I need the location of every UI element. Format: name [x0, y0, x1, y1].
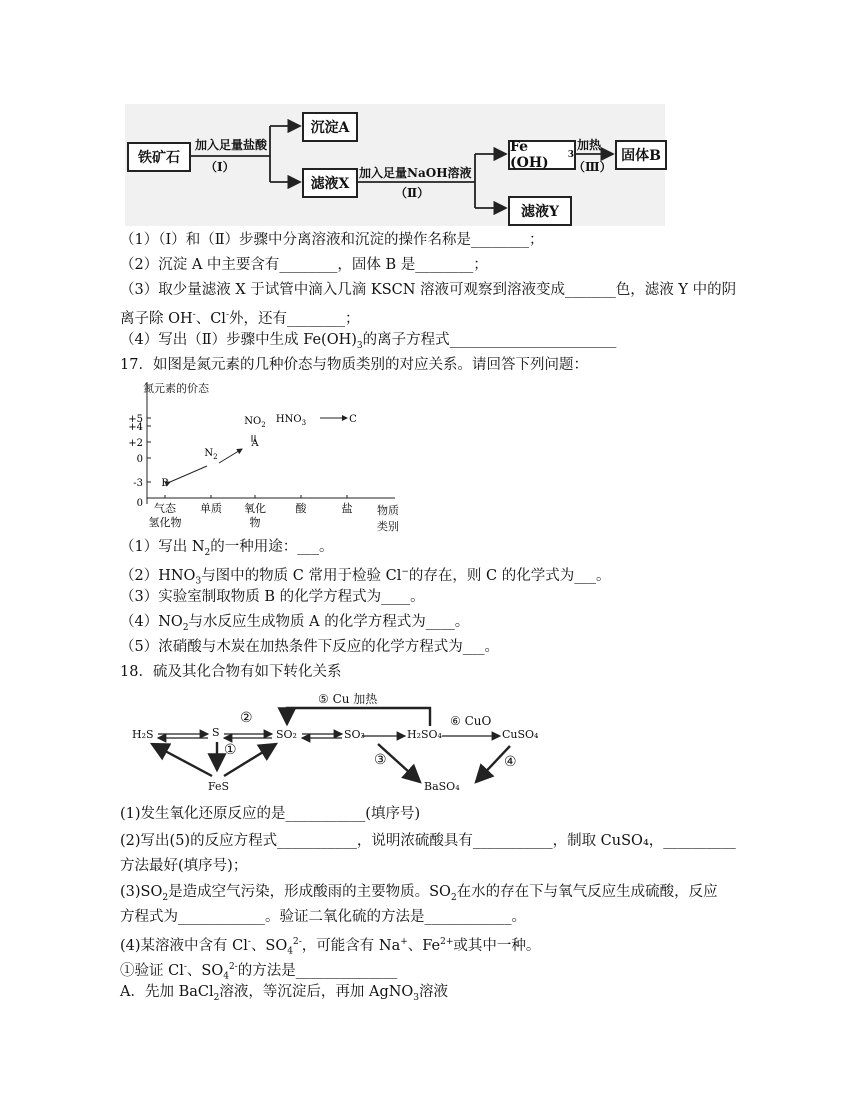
node-s: S [212, 726, 220, 739]
point-label-a: A [251, 438, 259, 449]
step3-number: （Ⅲ） [573, 160, 612, 174]
q16-line-5a: （4）写出（Ⅱ）步骤中生成 Fe(OH) [120, 332, 357, 348]
q18-line-5: 方程式为____________。验证二氧化硫的方法是____________。 [120, 909, 526, 925]
sulfur-conversion-diagram [130, 688, 550, 800]
q17-line-2b: 与图中的物质 C 常用于检验 Cl [201, 567, 402, 584]
y-tick-label: +5 [128, 414, 143, 425]
iron-ore-flowchart [125, 104, 665, 226]
q17-line-2c: 的存在，则 C 的化学式为___。 [408, 567, 611, 584]
solid-b-box: 固体B [615, 140, 667, 170]
q17-line-5: （5）浓硝酸与木炭在加热条件下反应的化学方程式为___。 [120, 639, 499, 655]
q17-line-4b: 与水反应生成物质 A 的化学方程式为____。 [188, 614, 470, 630]
q16-line-4b: 、Cl [195, 310, 226, 327]
point-label-hno3: $HNO_3$ [275, 414, 307, 427]
feoh3-box: Fe (OH) 3 [510, 139, 574, 171]
reaction-1-label: ① [224, 742, 237, 758]
q18-line-4a: (3)SO [120, 884, 163, 900]
q18-line-8c: 溶液 [419, 984, 449, 1000]
filtrate-y-box: 滤液Y [508, 196, 572, 226]
point-label-no2: $NO_2$ [244, 416, 266, 429]
y-tick-label: +2 [128, 438, 143, 449]
q18-line-6: (4)某溶液中含有 Cl-、$SO_4^{2-}$，可能含有 Na+、$Fe^{2+}$或其中一种。 [120, 937, 541, 957]
point-label-b: B [161, 478, 169, 489]
q18-line-6e: 或其中一种。 [453, 937, 541, 954]
q17-line-1a: （1）写出 N [120, 539, 205, 555]
q18-line-7c: 的方法是______________ [237, 962, 398, 979]
q17-line-4: $(4)NO_2$与水反应生成物质 A 的化学方程式为____。 [120, 614, 470, 633]
y-tick-label: 0 [136, 454, 143, 465]
q18-line-7b: 、SO [186, 962, 224, 979]
y-tick-label: -3 [133, 478, 143, 489]
q16-line-4a: 离子除 OH [120, 310, 193, 327]
step1-label: 加入足量盐酸 [195, 138, 268, 152]
node-fes: FeS [208, 780, 230, 793]
q16-line-2: （2）沉淀 A 中主要含有________，固体 B 是________； [120, 257, 488, 273]
origin-label: 0 [136, 498, 143, 509]
q18-title: 18．硫及其化合物有如下转化关系 [120, 664, 342, 680]
step1-number: （Ⅰ） [205, 160, 235, 174]
node-h2so4: H₂SO₄ [407, 728, 442, 741]
q17-line-2a: （2）HNO [120, 567, 196, 584]
q17-line-1b: 的一种用途：___。 [210, 539, 334, 555]
q18-line-6d: 、Fe [407, 937, 441, 954]
x-category-label: 氢化物 [148, 516, 182, 529]
q18-line-6a: (4)某溶液中含有 Cl [120, 937, 248, 954]
q17-title: 17．如图是氮元素的几种价态与物质类别的对应关系。请回答下列问题： [120, 357, 588, 373]
q18-line-7: ①验证 Cl-、$SO_4^{2-}$的方法是______________ [120, 962, 398, 982]
node-cuso4: CuSO₄ [502, 728, 539, 741]
chart-x-label-2: 类别 [377, 520, 399, 533]
q17-line-3: （3）实验室制取物质 B 的化学方程式为____。 [120, 589, 425, 605]
q16-line-4: 离子除 OH-、Cl-外，还有________； [120, 310, 360, 327]
reaction-5-label: ⑤ Cu 加热 [318, 692, 378, 706]
y-tick-label: +4 [128, 422, 143, 433]
chart-y-label: 氮元素的价态 [143, 382, 209, 395]
reaction-3-label: ③ [374, 752, 387, 768]
q17-line-2: $(2)HNO_3$与图中的物质 C 常用于检验 Cl−的存在，则 C 的化学式为___。 [120, 567, 611, 587]
q18-line-7a: ①验证 Cl [120, 962, 184, 979]
q18-line-2: (2)写出(5)的反应方程式___________，说明浓硫酸具有___________，制取 CuSO₄，__________ [120, 833, 736, 849]
q16-line-1: （1）（Ⅰ）和（Ⅱ）步骤中分离溶液和沉淀的操作名称是________； [120, 232, 544, 248]
chart-x-label-1: 物质 [377, 504, 399, 517]
node-so2: SO₂ [276, 728, 297, 741]
node-so3: SO₃ [344, 728, 365, 741]
q17-line-1: （1）写出 $N_2$的一种用途：___。 [120, 539, 334, 558]
reaction-4-label: ④ [504, 754, 517, 770]
x-category-label: 气态 [154, 502, 176, 515]
q16-line-5b: 的离子方程式_______________________ [362, 332, 617, 348]
q18-line-6c: ，可能含有 Na [301, 937, 401, 954]
point-label-c: C [349, 414, 357, 425]
x-category-label: 物 [249, 516, 261, 529]
x-category-label: 酸 [295, 502, 307, 515]
q18-line-4b: 是造成空气污染，形成酸雨的主要物质。SO [168, 884, 451, 900]
filtrate-x-box: 滤液X [302, 168, 358, 198]
heat-label: 加热 [577, 138, 602, 152]
point-label-n2: $N_2$ [204, 448, 218, 461]
node-h2s: H₂S [132, 728, 154, 741]
nitrogen-valence-chart [125, 378, 425, 534]
x-category-label: 盐 [341, 502, 353, 515]
node-baso4: BaSO₄ [424, 780, 460, 793]
q18-line-4: $(3)SO_2$是造成空气污染，形成酸雨的主要物质。$SO_2$在水的存在下与氧气反应生成硫酸，反应 [120, 884, 718, 903]
x-category-label: 氧化 [244, 502, 266, 515]
reaction-2-label: ② [240, 710, 253, 726]
q18-line-8a: A．先加 BaCl [120, 984, 214, 1000]
q16-line-3: （3）取少量滤液 X 于试管中滴入几滴 KSCN 溶液可观察到溶液变成_______色，滤液 Y 中的阴 [120, 282, 737, 298]
q17-line-4a: （4）NO [120, 614, 183, 630]
q18-line-4c: 在水的存在下与氧气反应生成硫酸，反应 [456, 884, 718, 900]
q18-line-1: (1)发生氧化还原反应的是___________(填序号) [120, 806, 421, 822]
step2-number: （Ⅱ） [395, 186, 430, 200]
iron-ore-box: 铁矿石 [127, 142, 191, 172]
q16-line-5: （4）写出（Ⅱ）步骤中生成 $Fe(OH)_3$的离子方程式_______________________ [120, 332, 617, 351]
precipitate-a-box: 沉淀A [302, 112, 358, 142]
q18-line-8b: 溶液，等沉淀后，再加 AgNO [219, 984, 414, 1000]
q18-line-8: A．先加 BaCl$_2$溶液，等沉淀后，再加 AgNO$_3$溶液 [120, 984, 449, 1003]
step2-label: 加入足量NaOH溶液 [359, 166, 472, 180]
reaction-6-label: ⑥ CuO [450, 714, 492, 728]
q18-line-3: 方法最好(填序号)； [120, 858, 248, 874]
q16-line-4c: 外，还有________； [228, 310, 360, 327]
x-category-label: 单质 [200, 502, 222, 515]
q18-line-6b: 、SO [250, 937, 288, 954]
